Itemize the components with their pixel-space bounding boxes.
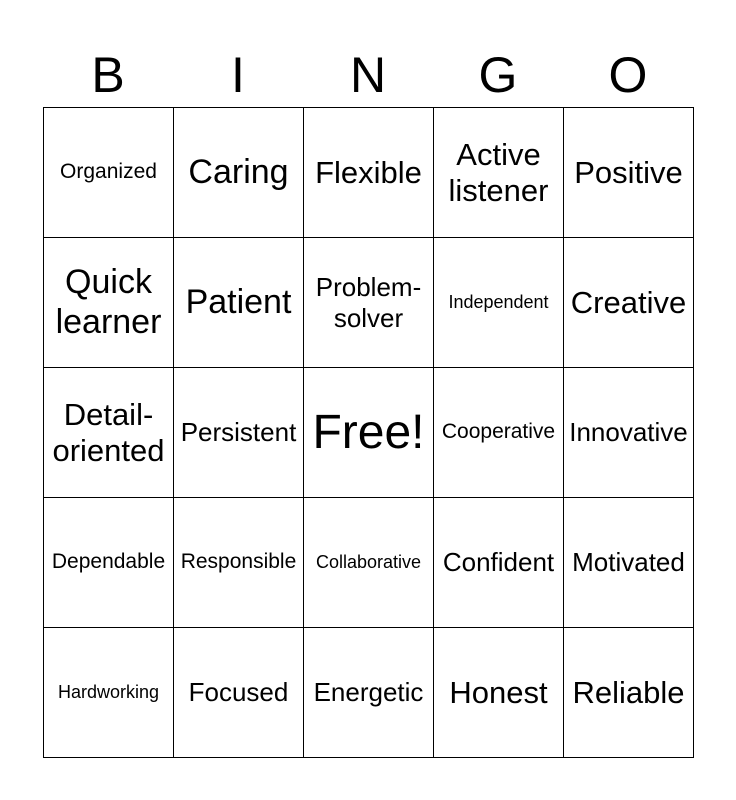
bingo-cell [174, 238, 304, 368]
header-letter-o: O [608, 47, 648, 103]
cell-label: Honest [449, 674, 548, 710]
header-letter-b: B [91, 47, 125, 103]
bingo-cell [304, 498, 434, 628]
bingo-cell [564, 628, 694, 758]
cell-label: Positive [574, 154, 683, 190]
cell-label: Motivated [572, 547, 685, 578]
cell-label: Organized [60, 160, 157, 184]
bingo-cell [44, 108, 174, 238]
bingo-cell [174, 368, 304, 498]
free-space-cell [304, 368, 434, 498]
cell-label: Responsible [180, 550, 297, 574]
bingo-cell [174, 628, 304, 758]
bingo-cell [174, 108, 304, 238]
cell-label: Focused [188, 677, 289, 708]
bingo-cell [174, 498, 304, 628]
cell-label: Creative [570, 284, 687, 320]
cell-label: Detail-oriented [52, 396, 165, 468]
bingo-cell [564, 108, 694, 238]
cell-label: Caring [188, 152, 289, 191]
bingo-cell [434, 498, 564, 628]
cell-label: Quick learner [55, 263, 162, 341]
cell-label: Problem-solver [315, 272, 422, 333]
cell-label: Flexible [315, 154, 422, 190]
cell-label: Persistent [180, 417, 297, 448]
bingo-cell [44, 498, 174, 628]
free-space-label: Free! [312, 405, 425, 459]
bingo-cell [304, 238, 434, 368]
bingo-cell [44, 628, 174, 758]
cell-label: Collaborative [315, 552, 422, 573]
cell-label: Reliable [572, 674, 685, 710]
header-letter-n: N [349, 47, 387, 103]
cell-label: Hardworking [57, 682, 160, 703]
cell-label: Dependable [51, 550, 166, 574]
bingo-cell [304, 108, 434, 238]
header-letter-i: I [231, 47, 245, 103]
cell-label: Energetic [313, 677, 424, 708]
cell-label: Confident [442, 547, 555, 578]
bingo-header [43, 44, 693, 106]
bingo-cell [564, 238, 694, 368]
cell-label: Patient [185, 282, 292, 321]
cell-label: Independent [448, 292, 549, 313]
bingo-grid [43, 107, 694, 758]
bingo-cell [44, 238, 174, 368]
bingo-cell [434, 368, 564, 498]
bingo-cell [564, 368, 694, 498]
header-letter-g: G [478, 47, 518, 103]
bingo-cell [434, 238, 564, 368]
bingo-cell [434, 628, 564, 758]
bingo-cell [564, 498, 694, 628]
cell-label: Active listener [448, 136, 549, 208]
bingo-cell [434, 108, 564, 238]
bingo-cell [44, 368, 174, 498]
cell-label: Innovative [569, 417, 688, 448]
bingo-cell [304, 628, 434, 758]
cell-label: Cooperative [441, 420, 556, 444]
